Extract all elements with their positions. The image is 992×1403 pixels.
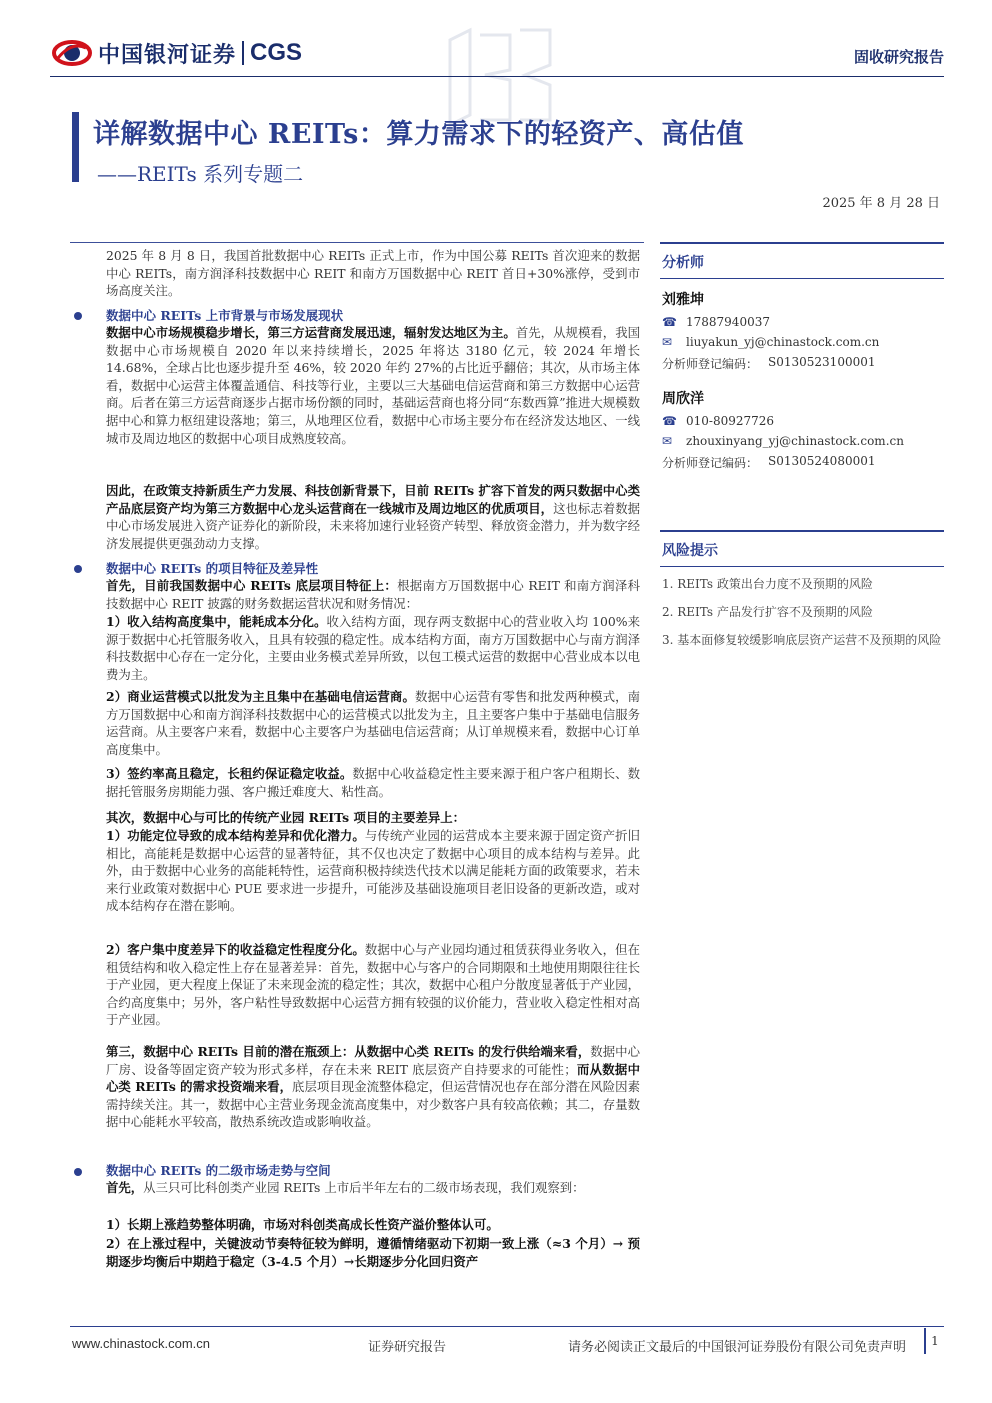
phone-number: 010-80927726 [686,414,775,428]
body-paragraph [106,482,640,552]
brand-divider [242,41,244,65]
phone-number: 17887940037 [686,315,770,329]
key-point: 首先，目前我国数据中心 REITs 底层项目特征上： [106,578,398,593]
analyst-phone [662,414,944,428]
risk-item: 1. REITs 政策出台力度不及预期的风险 [662,577,873,591]
key-point: 2）客户集中度差异下的收益稳定性程度分化。 [106,942,365,957]
email-link[interactable]: liuyakun_yj@chinastock.com.cn [686,335,880,349]
body-paragraph [106,1043,640,1131]
risk-item: 3. 基本面修复较缓影响底层资产运营不及预期的风险 [662,633,942,647]
body-paragraph [106,809,640,827]
analyst-name: 周欣洋 [662,391,704,407]
section-bullet-icon [74,1168,82,1176]
registration-label: 分析师登记编码： [662,357,759,371]
registration-code: S0130524080001 [768,454,876,468]
key-point: 而从数据中心类 REITs 的需求投资端来看， [106,1061,640,1095]
paragraph-text: 底层项目现金流整体稳定，但运营情况也存在部分潜在风险因素需持续关注。其一，数据中心主营业务现金流高度集中，对少数客户具有较高依赖；其二，存量数据中心能耗水平较高，散热系统改造或影响收益。 [106,1079,641,1130]
brand-name-cn: 中国银河证券 [98,41,237,67]
paragraph-text: 数据中心收益稳定性主要来源于租户客户租期长、数据托管服务房期能力强、客户搬迁难度大、粘性高。 [106,766,641,799]
risk-item: 2. REITs 产品发行扩容不及预期的风险 [662,605,873,619]
risk-panel [660,530,944,651]
report-title: 详解数据中心 REITs：算力需求下的轻资产、高估值 [93,119,744,150]
section-bullet-icon [74,312,82,320]
key-point: 1）功能定位导致的成本结构差异和优化潜力。 [106,828,365,843]
analyst-heading: 分析师 [660,242,944,279]
paragraph-text: 与传统产业园的运营成本主要来源于固定资产折旧相比，高能耗是数据中心运营的显著特征，其不仅也决定了数据中心项目的成本结构与差异。此外，由于数据中心业务的高能耗特性，运营商积极持续迭代技术以满足能耗方面的政策要求，若未来行业政策对数据中心 PUE 要求进一步提升，可能涉及基础设施项目老旧设备的更新改造，或对成本结构存在潜在影响。 [106,828,640,914]
phone-icon: ☎ [662,414,677,428]
key-point: 数据中心市场规模稳步增长，第三方运营商发展迅速，辐射发达地区为主。 [106,325,516,340]
section-heading: 数据中心 REITs 的二级市场走势与空间 [106,1163,331,1178]
report-subtitle: ——REITs 系列专题二 [97,162,304,186]
risk-heading: 风险提示 [660,530,944,567]
header-divider [50,76,944,77]
body-paragraph: 2）在上涨过程中，关键波动节奏特征较为鲜明，遵循情绪驱动下初期一致上涨（≈3 个月）→ 预期逐步均衡后中期趋于稳定（3-4.5 个月）→长期逐步分化回归资产 [106,1236,640,1269]
intro-paragraph: 2025 年 8 月 8 日，我国首批数据中心 REITs 正式上市，作为中国公募 REITs 首次迎来的数据中心 REITs，南方润泽科技数据中心 REIT 和南方万国数据中心 REIT 首日+30%涨停，受到市场高度关注。 [106,248,640,299]
paragraph-text: 根据南方万国数据中心 REIT 和南方润泽科技数据中心 REIT 披露的财务数据运营状况和财务情况： [106,578,640,611]
analyst-email[interactable] [662,335,944,349]
body-paragraph [106,1179,640,1197]
key-point: 第三，数据中心 REITs 目前的潜在瓶颈上：从数据中心类 REITs 的发行供给端来看， [106,1044,591,1059]
report-date: 2025 年 8 月 28 日 [822,196,940,211]
paragraph-text: 首先，从规模看，我国数据中心市场规模自 2020 年以来持续增长，2025 年将达 3180 亿元，较 2024 年增长 14.68%，全球占比也逐步提升至 46%，较 2020 年约 27%的占比近乎翻倍；其次，从市场主体看，数据中心运营主体覆盖通信、科技等行业，主要以三大基础电信运营商和第三方数据中心运营商。后者在第三方运营商逐步占据市场份额的同时，基础运营商也将分同“东数西算”推进大规模数据中心和算力枢纽建设落地；第三，从地理区位看，数据中心市场主要分布在经济发达地区、一线城市及周边地区的数据中心项目成熟度较高。 [106,325,641,446]
key-point: 1）收入结构高度集中，能耗成本分化。 [106,614,327,629]
key-point: 因此，在政策支持新质生产力发展、科技创新背景下，目前 REITs 扩容下首发的两只数据中心类产品底层资产均为第三方数据中心龙头运营商在一线城市及周边地区的优质项目， [106,483,640,516]
analyst-panel [660,242,944,471]
body-paragraph [106,827,640,915]
footer-website-link[interactable]: www.chinastock.com.cn [72,1336,210,1351]
title-accent-bar [72,112,79,182]
phone-icon: ☎ [662,315,677,329]
analyst-email[interactable] [662,434,944,448]
body-paragraph [106,765,640,800]
body-paragraph: 1）长期上涨趋势整体明确，市场对科创类高成长性资产溢价整体认可。 [106,1217,499,1232]
brand-logo [52,36,302,70]
report-type-label: 固收研究报告 [853,48,944,66]
report-body [70,242,644,1303]
body-paragraph [106,577,640,612]
key-point: 其次，数据中心与可比的传统产业园 REITs 项目的主要差异上： [106,810,465,825]
section-bullet-icon [74,565,82,573]
analyst-registration [662,454,944,471]
key-point: 首先， [106,1180,144,1195]
body-paragraph [106,324,640,447]
body-paragraph [106,613,640,683]
registration-label: 分析师登记编码： [662,456,759,470]
galaxy-logo-icon [52,36,92,70]
footer-report-label: 证券研究报告 [368,1340,447,1355]
email-link[interactable]: zhouxinyang_yj@chinastock.com.cn [686,434,904,448]
key-point: 3）签约率高且稳定，长租约保证稳定收益。 [106,766,353,781]
registration-code: S0130523100001 [768,355,876,369]
footer-disclaimer: 请务必阅读正文最后的中国银河证券股份有限公司免责声明 [568,1340,907,1355]
mail-icon: ✉ [662,434,673,448]
section-heading: 数据中心 REITs 上市背景与市场发展现状 [106,308,344,323]
paragraph-text: 收入结构方面，现存两支数据中心的营业收入均 100%来源于数据中心托管服务收入，且具有较强的稳定性。成本结构方面，南方万国数据中心与南方润泽科技数据中心存在一定分化，主要由业务模式差异所致，以包工模式运营的数据中心营业成本以电费为主。 [106,614,640,682]
mail-icon: ✉ [662,335,673,349]
analyst-name: 刘雅坤 [662,292,704,308]
paragraph-text: 从三只可比科创类产业园 REITs 上市后半年左右的二级市场表现，我们观察到： [143,1180,585,1195]
paragraph-text: 这也标志着数据中心市场发展进入资产证券化的新阶段，未来将加速行业轻资产转型、释放资金潜力，并为数字经济发展提供更强劲动力支撑。 [106,500,641,551]
body-paragraph [106,941,640,1029]
paragraph-text: 数据中心运营有零售和批发两种模式，南方万国数据中心和南方润泽科技数据中心的运营模式以批发为主，且主要客户集中于基础电信服务运营商。从主要客户来看，数据中心主要客户为基础电信运营商；从订单规模来看，数据中心订单高度集中。 [106,689,641,757]
analyst-phone [662,315,944,329]
paragraph-text: 数据中心与产业园均通过租赁获得业务收入，但在租赁结构和收入稳定性上存在显著差异：首先，数据中心与客户的合同期限和土地使用期限往往长于产业园，更大程度上保证了未来现金流的稳定性；其次，数据中心租户分散度显著低于产业园，合约高度集中；另外，客户粘性导致数据中心运营方拥有较强的议价能力，营业收入稳定性相对高于产业园。 [106,942,640,1028]
footer-divider [70,1326,944,1327]
key-point: 2）商业运营模式以批发为主且集中在基础电信运营商。 [106,689,415,704]
paragraph-text: 数据中心厂房、设备等固定资产较为形式多样，存在未来 REIT 底层资产自持要求的可能性； [106,1044,640,1077]
section-heading: 数据中心 REITs 的项目特征及差异性 [106,561,319,576]
body-paragraph [106,688,640,758]
brand-name-en: CGS [250,39,303,66]
page-number: 1 [924,1328,944,1354]
analyst-registration [662,355,944,372]
